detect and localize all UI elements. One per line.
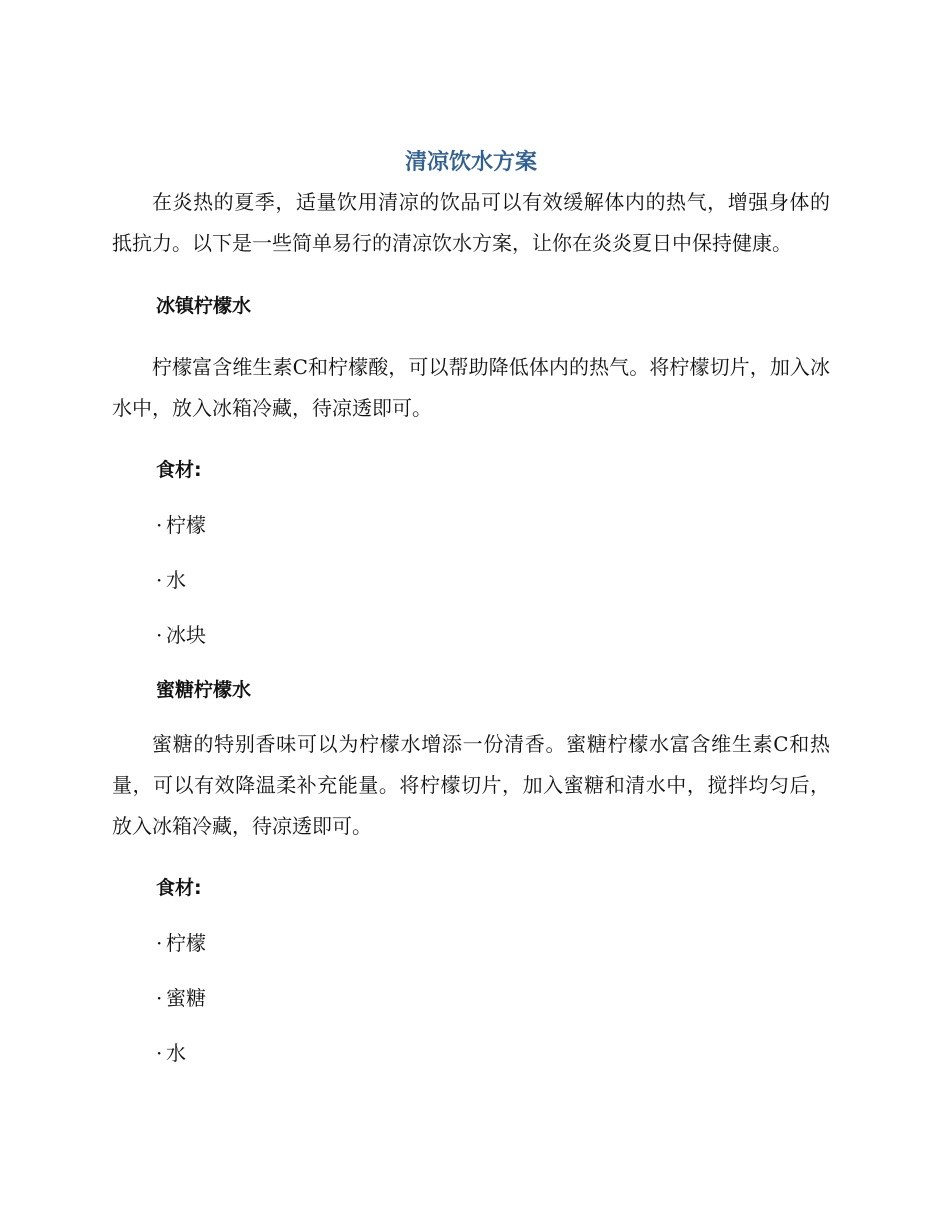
list-item (112, 984, 830, 1012)
section-heading: 冰镇柠檬水 (156, 295, 252, 317)
ingredient-text: 水 (166, 1041, 186, 1065)
list-item (112, 511, 830, 539)
section-heading: 蜜糖柠檬水 (156, 679, 252, 701)
document-page (112, 148, 830, 1067)
bullet-icon: · (156, 986, 163, 1010)
list-item (112, 621, 830, 649)
ingredient-text: 柠檬 (166, 931, 206, 955)
bullet-icon: · (156, 513, 163, 537)
page-title: 清凉饮水方案 (404, 150, 537, 175)
ingredients-label: 食材: (156, 877, 202, 899)
section-description: 柠檬富含维生素C和柠檬酸，可以帮助降低体内的热气。将柠檬切片，加入冰水中，放入冰箱冷藏，待凉透即可。 (112, 355, 830, 420)
bullet-icon: · (156, 623, 163, 647)
ingredient-text: 水 (166, 568, 186, 592)
intro-paragraph: 在炎热的夏季，适量饮用清凉的饮品可以有效缓解体内的热气，增强身体的抵抗力。以下是一些简单易行的清凉饮水方案，让你在炎炎夏日中保持健康。 (112, 190, 830, 255)
list-item (112, 929, 830, 957)
list-item (112, 1039, 830, 1067)
ingredient-text: 冰块 (166, 623, 206, 647)
bullet-icon: · (156, 568, 163, 592)
bullet-icon: · (156, 931, 163, 955)
list-item (112, 566, 830, 594)
section-description: 蜜糖的特别香味可以为柠檬水增添一份清香。蜜糖柠檬水富含维生素C和热量，可以有效降温柔补充能量。将柠檬切片，加入蜜糖和清水中，搅拌均匀后，放入冰箱冷藏，待凉透即可。 (112, 732, 830, 838)
ingredients-label: 食材: (156, 459, 202, 481)
ingredient-text: 柠檬 (166, 513, 206, 537)
ingredient-text: 蜜糖 (166, 986, 206, 1010)
bullet-icon: · (156, 1041, 163, 1065)
